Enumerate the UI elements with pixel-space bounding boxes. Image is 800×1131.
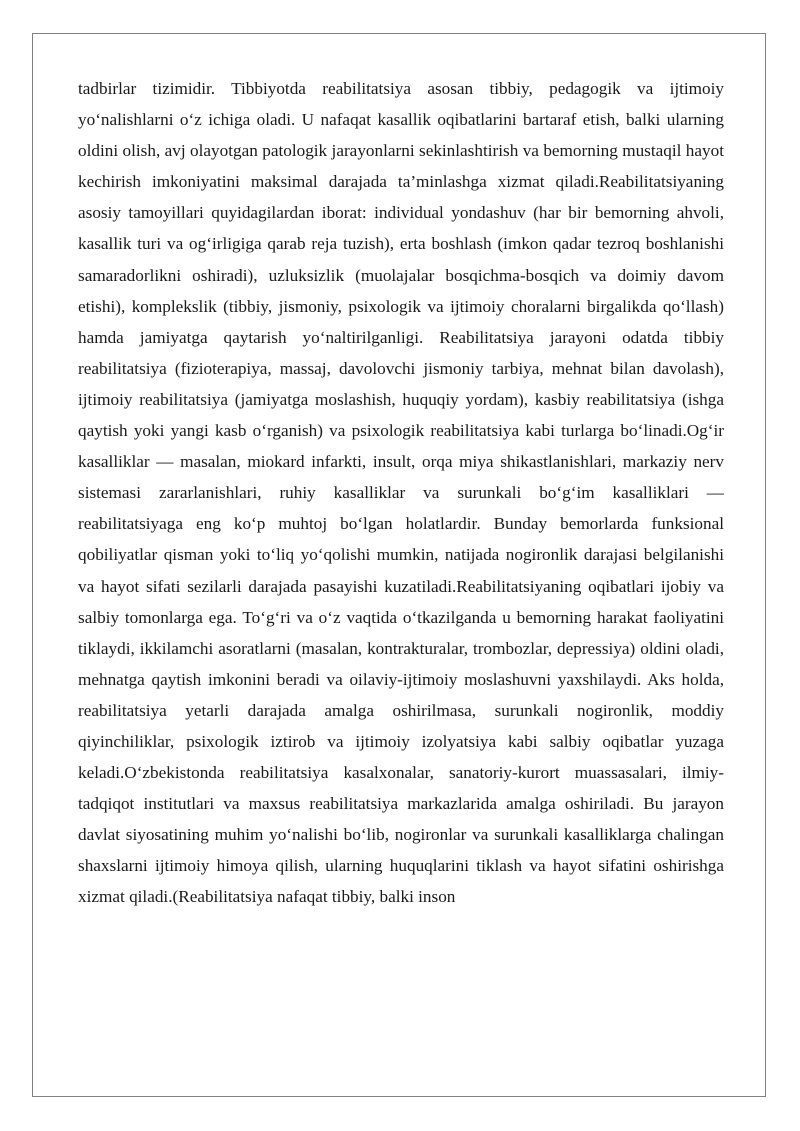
- body-paragraph: tadbirlar tizimidir. Tibbiyotda reabilitatsiya asosan tibbiy, pedagogik va ijtimoiy yo‘nalishlarni o‘z ichiga oladi. U nafaqat kasallik oqibatlarini bartaraf etish, balki ularning oldini olish, avj olayotgan patologik jarayonlarni sekinlashtirish va bemorning mustaqil hayot kechirish imkoniyatini maksimal darajada ta’minlashga xizmat qiladi.Reabilitatsiyaning asosiy tamoyillari quyidagilardan iborat: individual yondashuv (har bir bemorning ahvoli, kasallik turi va og‘irligiga qarab reja tuzish), erta boshlash (imkon qadar tezroq boshlanishi samaradorlikni oshiradi), uzluksizlik (muolajalar bosqichma-bosqich va doimiy davom etishi), komplekslik (tibbiy, jismoniy, psixologik va ijtimoiy choralarni birgalikda qo‘llash) hamda jamiyatga qaytarish yo‘naltirilganligi. Reabilitatsiya jarayoni odatda tibbiy reabilitatsiya (fizioterapiya, massaj, davolovchi jismoniy tarbiya, mehnat bilan davolash), ijtimoiy reabilitatsiya (jamiyatga moslashish, huquqiy yordam), kasbiy reabilitatsiya (ishga qaytish yoki yangi kasb o‘rganish) va psixologik reabilitatsiya kabi turlarga bo‘linadi.Og‘ir kasalliklar — masalan, miokard infarkti, insult, orqa miya shikastlanishlari, markaziy nerv sistemasi zararlanishlari, ruhiy kasalliklar va surunkali bo‘g‘im kasalliklari — reabilitatsiyaga eng ko‘p muhtoj bo‘lgan holatlardir. Bunday bemorlarda funksional qobiliyatlar qisman yoki to‘liq yo‘qolishi mumkin, natijada nogironlik darajasi belgilanishi va hayot sifati sezilarli darajada pasayishi kuzatiladi.Reabilitatsiyaning oqibatlari ijobiy va salbiy tomonlarga ega. To‘g‘ri va o‘z vaqtida o‘tkazilganda u bemorning harakat faoliyatini tiklaydi, ikkilamchi asoratlarni (masalan, kontrakturalar, trombozlar, depressiya) oldini oladi, mehnatga qaytish imkonini beradi va oilaviy-ijtimoiy moslashuvni yaxshilaydi. Aks holda, reabilitatsiya yetarli darajada amalga oshirilmasa, surunkali nogironlik, moddiy qiyinchiliklar, psixologik iztirob va ijtimoiy izolyatsiya kabi salbiy oqibatlar yuzaga keladi.O‘zbekistonda reabilitatsiya kasalxonalar, sanatoriy-kurort muassasalari, ilmiy-tadqiqot institutlari va maxsus reabilitatsiya markazlarida amalga oshiriladi. Bu jarayon davlat siyosatining muhim yo‘nalishi bo‘lib, nogironlar va surunkali kasalliklarga chalingan shaxslarni ijtimoiy himoya qilish, ularning huquqlarini tiklash va hayot sifatini oshirishga xizmat qiladi.(Reabilitatsiya nafaqat tibbiy, balki inson: [78, 79, 724, 907]
